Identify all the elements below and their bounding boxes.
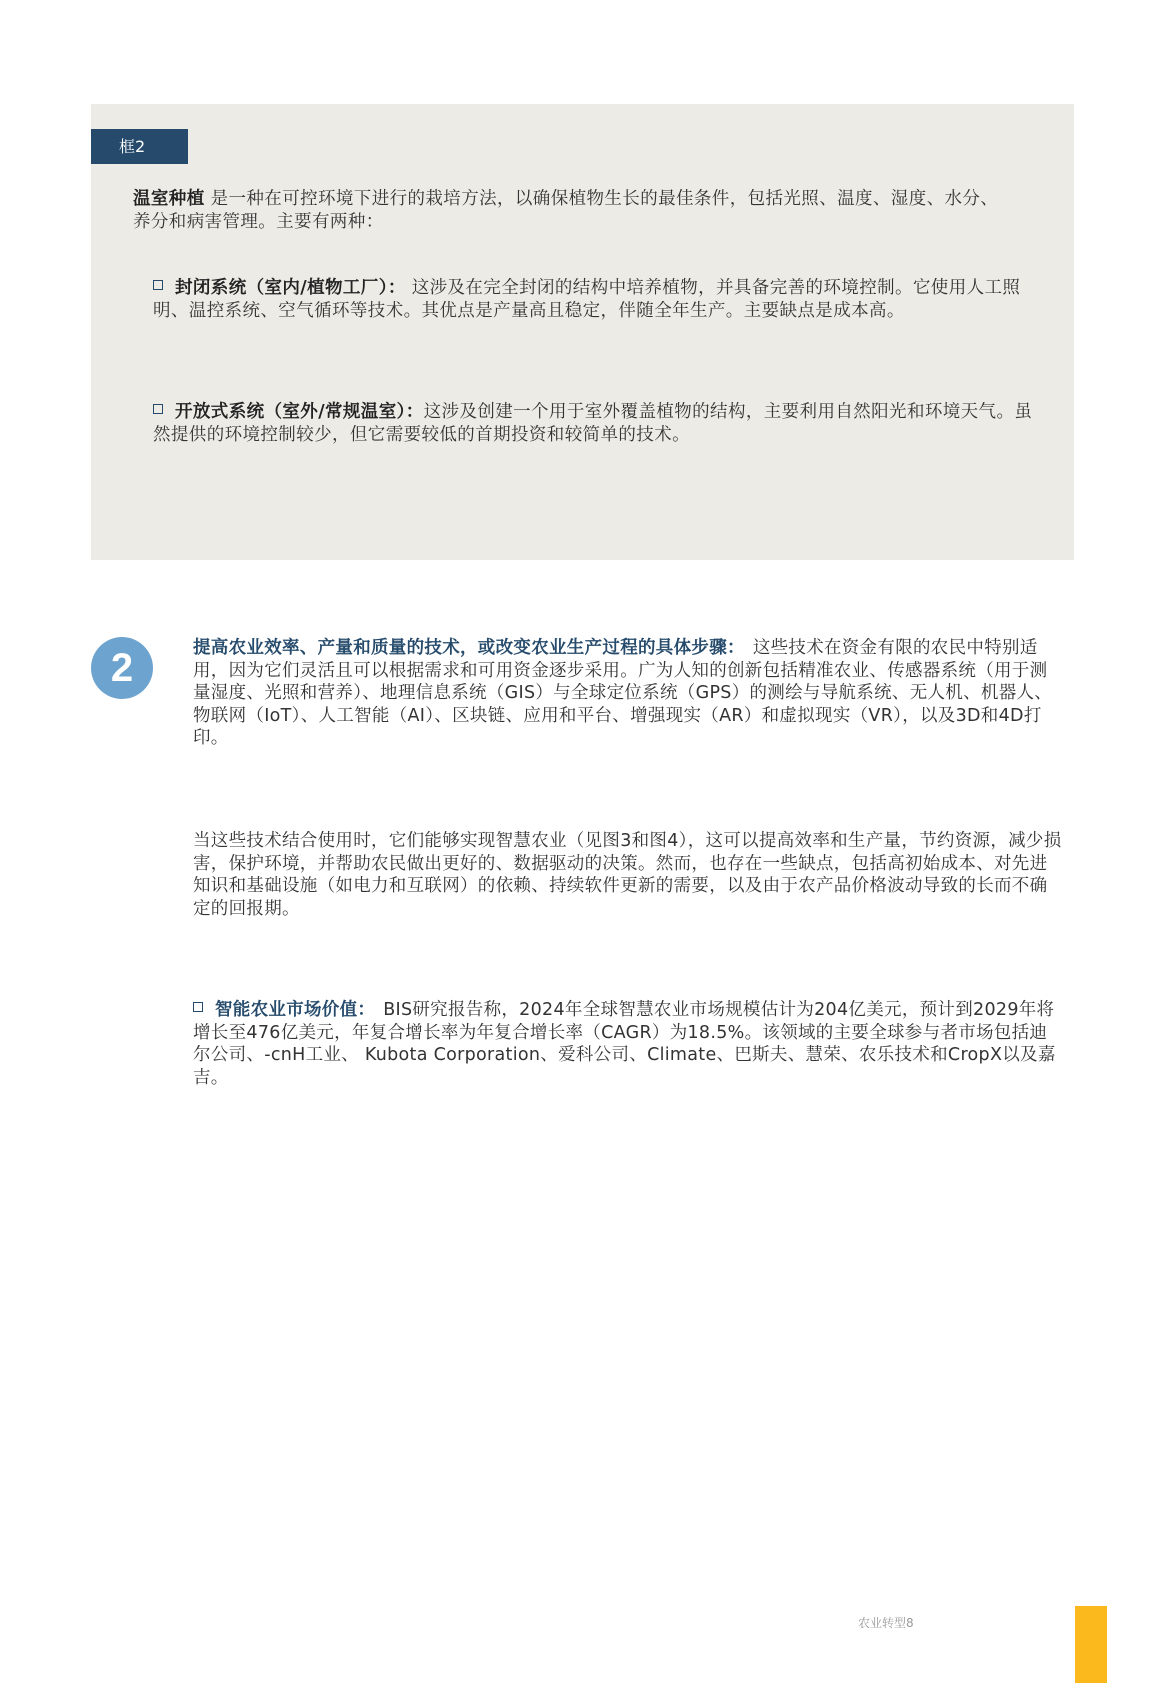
box-intro-lead: 温室种植 — [133, 189, 205, 209]
bullet-closed-system — [153, 277, 1033, 323]
section-paragraph-2 — [193, 830, 1063, 920]
paragraph-lead: 提高农业效率、产量和质量的技术，或改变农业生产过程的具体步骤： — [193, 638, 745, 658]
info-box — [91, 104, 1074, 560]
paragraph-text: 当这些技术结合使用时，它们能够实现智慧农业（见图3和图4），这可以提高效率和生产量，节约资源，减少损害，保护环境，并帮助农民做出更好的、数据驱动的决策。然而，也存在一些缺点，包括高初始成本、对先进知识和基础设施（如电力和互联网）的依赖、持续软件更新的需要，以及由于农产品价格波动导致的长而不确定的回报期。 — [193, 831, 1062, 919]
box-intro-text: 是一种在可控环境下进行的栽培方法，以确保植物生长的最佳条件，包括光照、温度、湿度、水分、养分和病害管理。主要有两种： — [133, 189, 999, 232]
section-number-badge: 2 — [91, 637, 153, 699]
bullet-lead: 开放式系统（室外/常规温室）： — [175, 402, 424, 422]
paragraph-lead: 智能农业市场价值： — [215, 1000, 376, 1020]
paragraph-text: 这些技术在资金有限的农民中特别适用，因为它们灵活且可以根据需求和可用资金逐步采用。广为人知的创新包括精准农业、传感器系统（用于测量湿度、光照和营养）、地理信息系统（GIS）与全球定位系统（GPS）的测绘与导航系统、无人机、机器人、物联网（IoT）、人工智能（AI）、区块链、应用和平台、增强现实（AR）和虚拟现实（VR），以及3D和4D打印。 — [193, 638, 1053, 748]
square-bullet-icon — [153, 404, 163, 414]
square-bullet-icon — [193, 1002, 203, 1012]
footer-accent-bar — [1075, 1606, 1107, 1683]
bullet-lead: 封闭系统（室内/植物工厂）： — [175, 278, 406, 298]
box-label: 框2 — [91, 129, 188, 164]
page-footer: 农业转型8 — [858, 1616, 914, 1630]
paragraph-text: BIS研究报告称，2024年全球智慧农业市场规模估计为204亿美元，预计到2029年将增长至476亿美元，年复合增长率为年复合增长率（CAGR）为18.5%。该领域的主要全球参与者市场包括迪尔公司、-cnH工业、 Kubota Corporation、爱科公司、Climate、巴斯夫、慧荣、农乐技术和CropX以及嘉吉。 — [193, 1000, 1056, 1088]
box-intro — [133, 188, 1013, 234]
bullet-text: 这涉及创建一个用于室外覆盖植物的结构，主要利用自然阳光和环境天气。虽然提供的环境控制较少，但它需要较低的首期投资和较简单的技术。 — [153, 402, 1033, 445]
bullet-text: 这涉及在完全封闭的结构中培养植物，并具备完善的环境控制。它使用人工照明、温控系统、空气循环等技术。其优点是产量高且稳定，伴随全年生产。主要缺点是成本高。 — [153, 278, 1021, 321]
section-paragraph-1 — [193, 637, 1063, 750]
bullet-open-system — [153, 401, 1033, 447]
section-paragraph-3 — [193, 999, 1063, 1089]
square-bullet-icon — [153, 280, 163, 290]
